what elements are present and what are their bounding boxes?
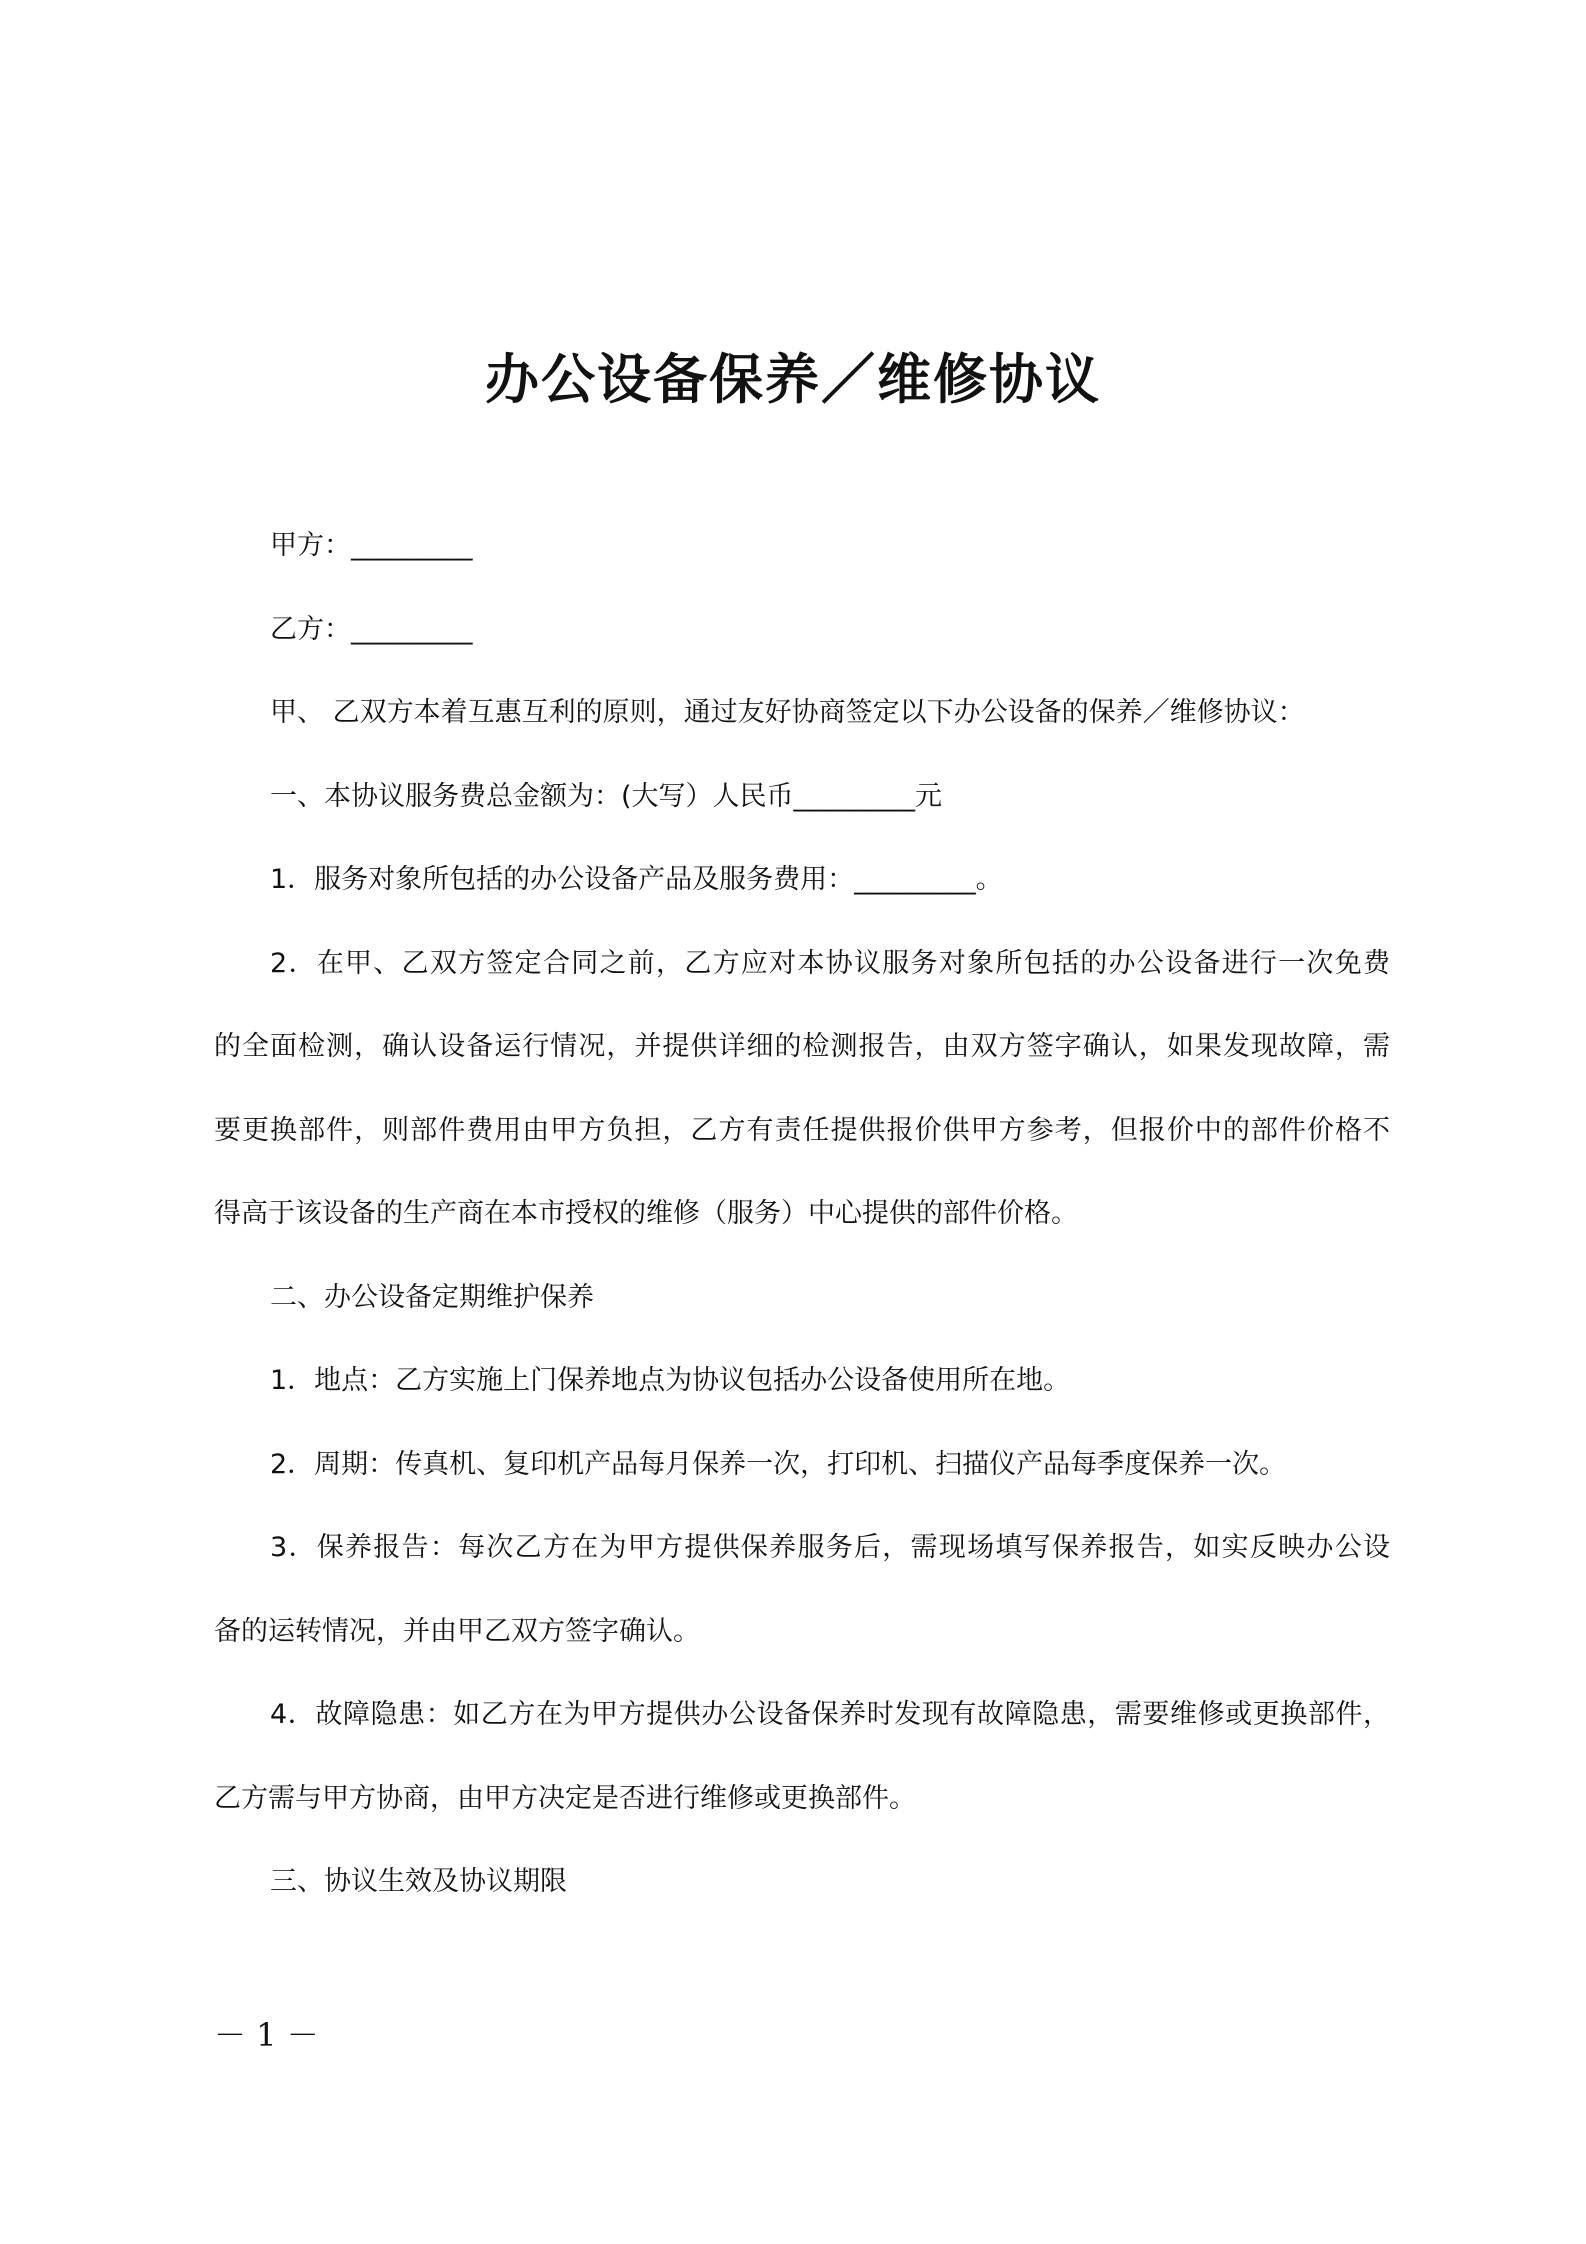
section-2-heading: 二、办公设备定期维护保养: [270, 1281, 594, 1313]
document-body: [214, 504, 1390, 1924]
preamble-paragraph: 甲、 乙双方本着互惠互利的原则，通过友好协商签定以下办公设备的保养／维修协议：: [270, 697, 1305, 728]
section-3-heading: 三、协议生效及协议期限: [270, 1866, 567, 1897]
clause-2-3-line-1: 3．保养报告：每次乙方在为甲方提供保养服务后，需现场填写保养报告，如实反映办公设: [270, 1532, 1390, 1563]
party-b-line: 乙方：_________: [270, 613, 473, 645]
clause-2-4-line-1: 4．故障隐患：如乙方在为甲方提供办公设备保养时发现有故障隐患，需要维修或更换部件，: [270, 1699, 1390, 1730]
clause-2-4-line-2: 乙方需与甲方协商，由甲方决定是否进行维修或更换部件。: [214, 1782, 916, 1814]
clause-1-2-line-4: 得高于该设备的生产商在本市授权的维修（服务）中心提供的部件价格。: [214, 1198, 1078, 1229]
clause-1-2-line-2: 的全面检测，确认设备运行情况，并提供详细的检测报告，由双方签字确认，如果发现故障，需: [214, 1031, 1390, 1062]
document-title: 办公设备保养／维修协议: [485, 348, 1101, 411]
clause-2-2: 2．周期：传真机、复印机产品每月保养一次，打印机、扫描仪产品每季度保养一次。: [270, 1448, 1287, 1480]
clause-2-3-line-2: 备的运转情况，并由甲乙双方签字确认。: [214, 1615, 700, 1647]
clause-1-2-line-3: 要更换部件，则部件费用由甲方负担，乙方有责任提供报价供甲方参考，但报价中的部件价格不: [214, 1114, 1390, 1146]
page-number: － 1 －: [214, 2016, 319, 2054]
clause-2-1: 1．地点：乙方实施上门保养地点为协议包括办公设备使用所在地。: [270, 1365, 1071, 1396]
party-a-line: 甲方：_________: [270, 530, 473, 561]
clause-1-1: 1．服务对象所包括的办公设备产品及服务费用：_________。: [270, 864, 1003, 895]
section-1-heading: 一、本协议服务费总金额为：(大写）人民币_________元: [270, 780, 943, 812]
clause-1-2-line-1: 2．在甲、乙双方签定合同之前，乙方应对本协议服务对象所包括的办公设备进行一次免费: [270, 947, 1390, 979]
